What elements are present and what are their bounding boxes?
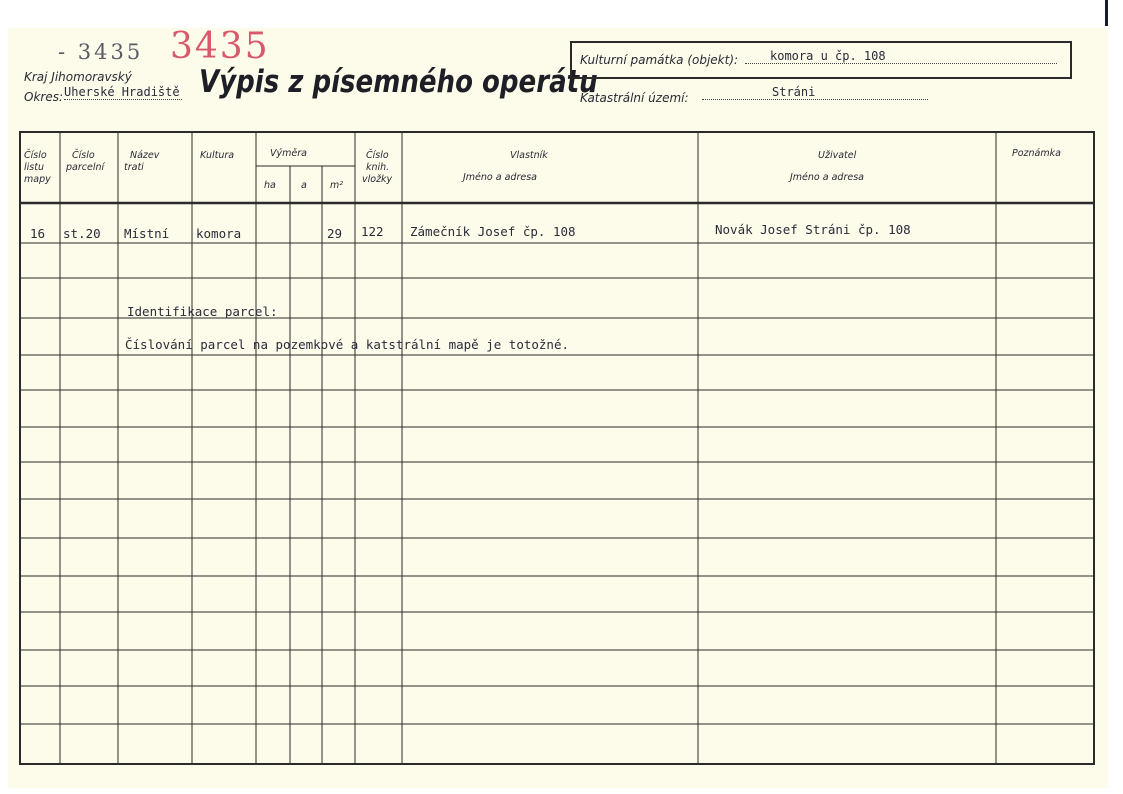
region-label: Kraj Jihomoravský xyxy=(24,70,132,84)
district-label: Okres: xyxy=(24,90,64,104)
header-map-sheet: Číslo listu mapy xyxy=(24,150,51,185)
header-parcel-number: Číslo parcelní xyxy=(66,150,105,173)
cell-land-registry-entry: 122 xyxy=(361,224,384,239)
header-ares: a xyxy=(301,180,307,191)
scan-edge-mark xyxy=(1105,0,1108,26)
cadastral-value: Stráni xyxy=(702,85,928,100)
header-owner-sub: Jméno a adresa xyxy=(463,172,537,183)
header-square-meters: m² xyxy=(330,180,344,191)
cell-user: Novák Josef Stráni čp. 108 xyxy=(715,222,911,237)
header-area: Výměra xyxy=(270,148,307,159)
header-hectares: ha xyxy=(264,180,276,191)
header-culture: Kultura xyxy=(200,150,235,161)
object-label: Kulturní památka (objekt): xyxy=(580,53,739,67)
header-user: Uživatel xyxy=(818,150,857,161)
header-note: Poznámka xyxy=(1012,148,1061,159)
typed-number-stamp: - 3435 xyxy=(58,40,144,64)
header-user-sub: Jméno a adresa xyxy=(790,172,864,183)
cell-locality-name: Místní xyxy=(124,226,170,241)
header-land-registry-entry: Číslo knih. vložky xyxy=(362,150,393,185)
object-value: komora u čp. 108 xyxy=(745,49,1057,64)
header-locality-name: Název trati xyxy=(124,150,160,173)
parcel-identification-note: Identifikace parcel: xyxy=(127,304,278,319)
cell-map-sheet: 16 xyxy=(30,226,46,241)
cell-owner: Zámečník Josef čp. 108 xyxy=(410,224,576,239)
document-paper xyxy=(8,28,1108,788)
cell-parcel-number: st.20 xyxy=(63,226,101,241)
red-number-stamp: 3435 xyxy=(170,26,270,67)
cadastral-label: Katastrální území: xyxy=(580,91,689,105)
header-owner: Vlastník xyxy=(510,150,548,161)
parcel-numbering-note: Číslování parcel na pozemkové a katstrální mapě je totožné. xyxy=(125,337,570,352)
cell-culture: komora xyxy=(196,226,242,241)
district-value: Uherské Hradiště xyxy=(64,85,182,100)
document-title: Výpis z písemného operátu xyxy=(199,64,598,100)
cell-square-meters: 29 xyxy=(327,226,343,241)
